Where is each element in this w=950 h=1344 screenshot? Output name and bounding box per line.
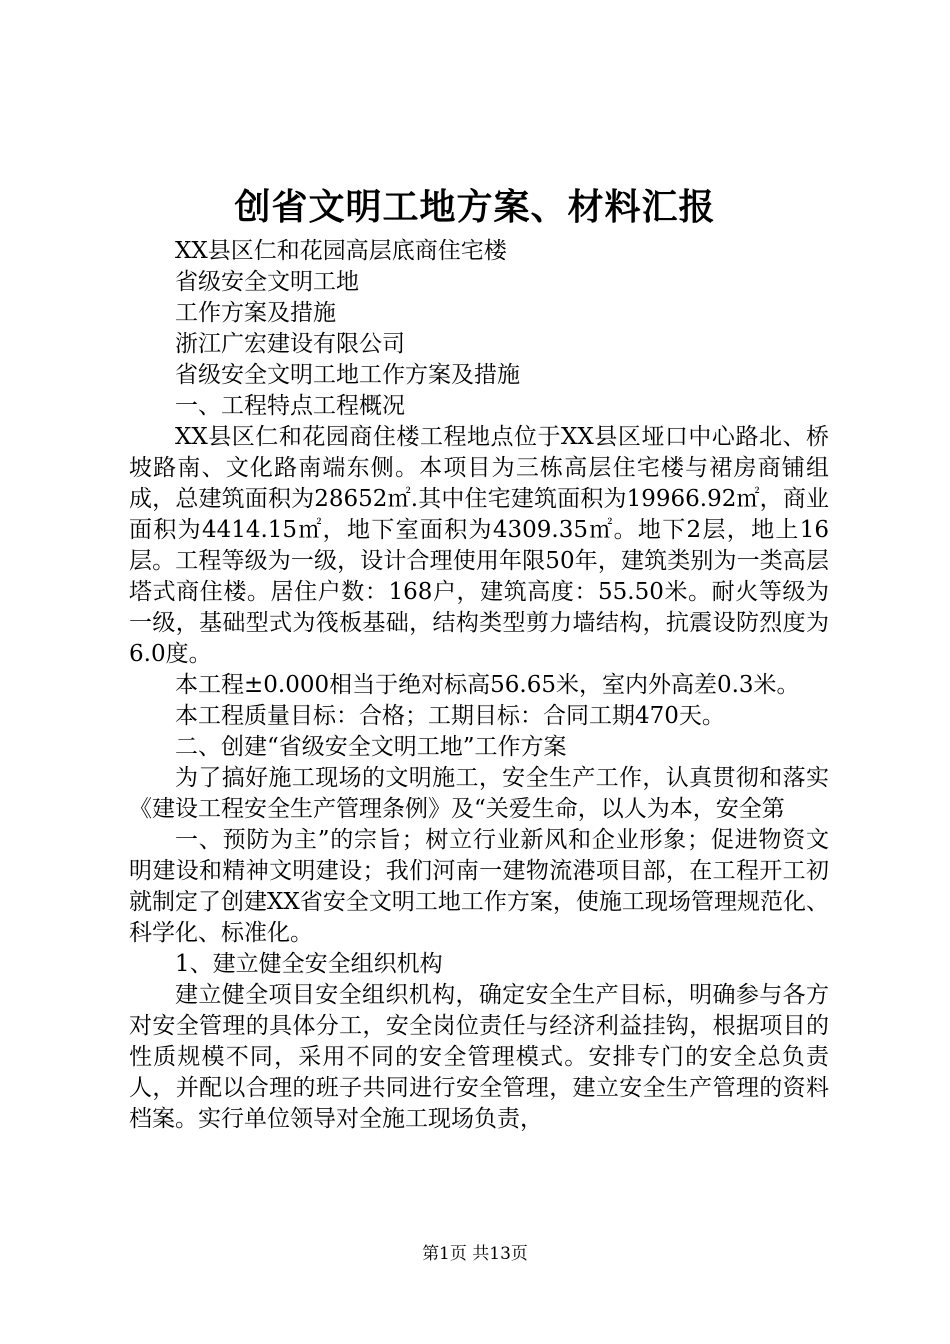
paragraph-project-name: XX县区仁和花园高层底商住宅楼 <box>175 238 507 264</box>
subsection-heading-organization: 1、建立健全安全组织机构 <box>175 951 443 977</box>
paragraph-overview: XX县区仁和花园商住楼工程地点位于XX县区垭口中心路北、桥坡路南、文化路南端东侧。本项目为三栋高层住宅楼与裙房商铺组成，总建筑面积为28652㎡.其中住宅建筑面积为19966.92㎡，商业面积为4414.15㎡，地下室面积为4309.35㎡。地下2层，地上16层。工程等级为一级，设计合理使用年限50年，建筑类别为一类高层塔式商住楼。居住户数：168户，建筑高度：55.50米。耐火等级为一级，基础型式为筏板基础，结构类型剪力墙结构，抗震设防烈度为6.0度。 <box>129 424 829 667</box>
section-heading-work-plan: 二、创建“省级安全文明工地”工作方案 <box>175 734 567 760</box>
paragraph-organization: 建立健全项目安全组织机构，确定安全生产目标，明确参与各方对安全管理的具体分工，安全岗位责任与经济利益挂钩，根据项目的性质规模不同，采用不同的安全管理模式。安排专门的安全总负责人，并配以合理的班子共同进行安全管理，建立安全生产管理的资料档案。实行单位领导对全施工现场负责， <box>129 982 829 1132</box>
paragraph-prevention: 一、预防为主”的宗旨；树立行业新风和企业形象；促进物资文明建设和精神文明建设；我们河南一建物流港项目部，在工程开工初就制定了创建XX省安全文明工地工作方案，使施工现场管理规范化、科学化、标准化。 <box>129 827 829 946</box>
paragraph-plan-heading: 省级安全文明工地工作方案及措施 <box>175 362 520 388</box>
document-body <box>129 236 829 1135</box>
paragraph-company: 浙江广宏建设有限公司 <box>175 331 405 357</box>
section-heading-overview: 一、工程特点工程概况 <box>175 393 405 419</box>
paragraph-plan-title: 工作方案及措施 <box>175 300 336 326</box>
paragraph-site-level: 省级安全文明工地 <box>175 269 359 295</box>
document-title: 创省文明工地方案、材料汇报 <box>234 186 716 228</box>
paragraph-purpose: 为了搞好施工现场的文明施工，安全生产工作，认真贯彻和落实《建设工程安全生产管理条例》及“关爱生命，以人为本，安全第 <box>129 765 829 822</box>
paragraph-targets: 本工程质量目标：合格；工期目标：合同工期470天。 <box>175 703 725 729</box>
page-number-footer: 第1页 共13页 <box>422 1244 528 1264</box>
paragraph-elevation: 本工程±0.000相当于绝对标高56.65米，室内外高差0.3米。 <box>175 672 800 698</box>
